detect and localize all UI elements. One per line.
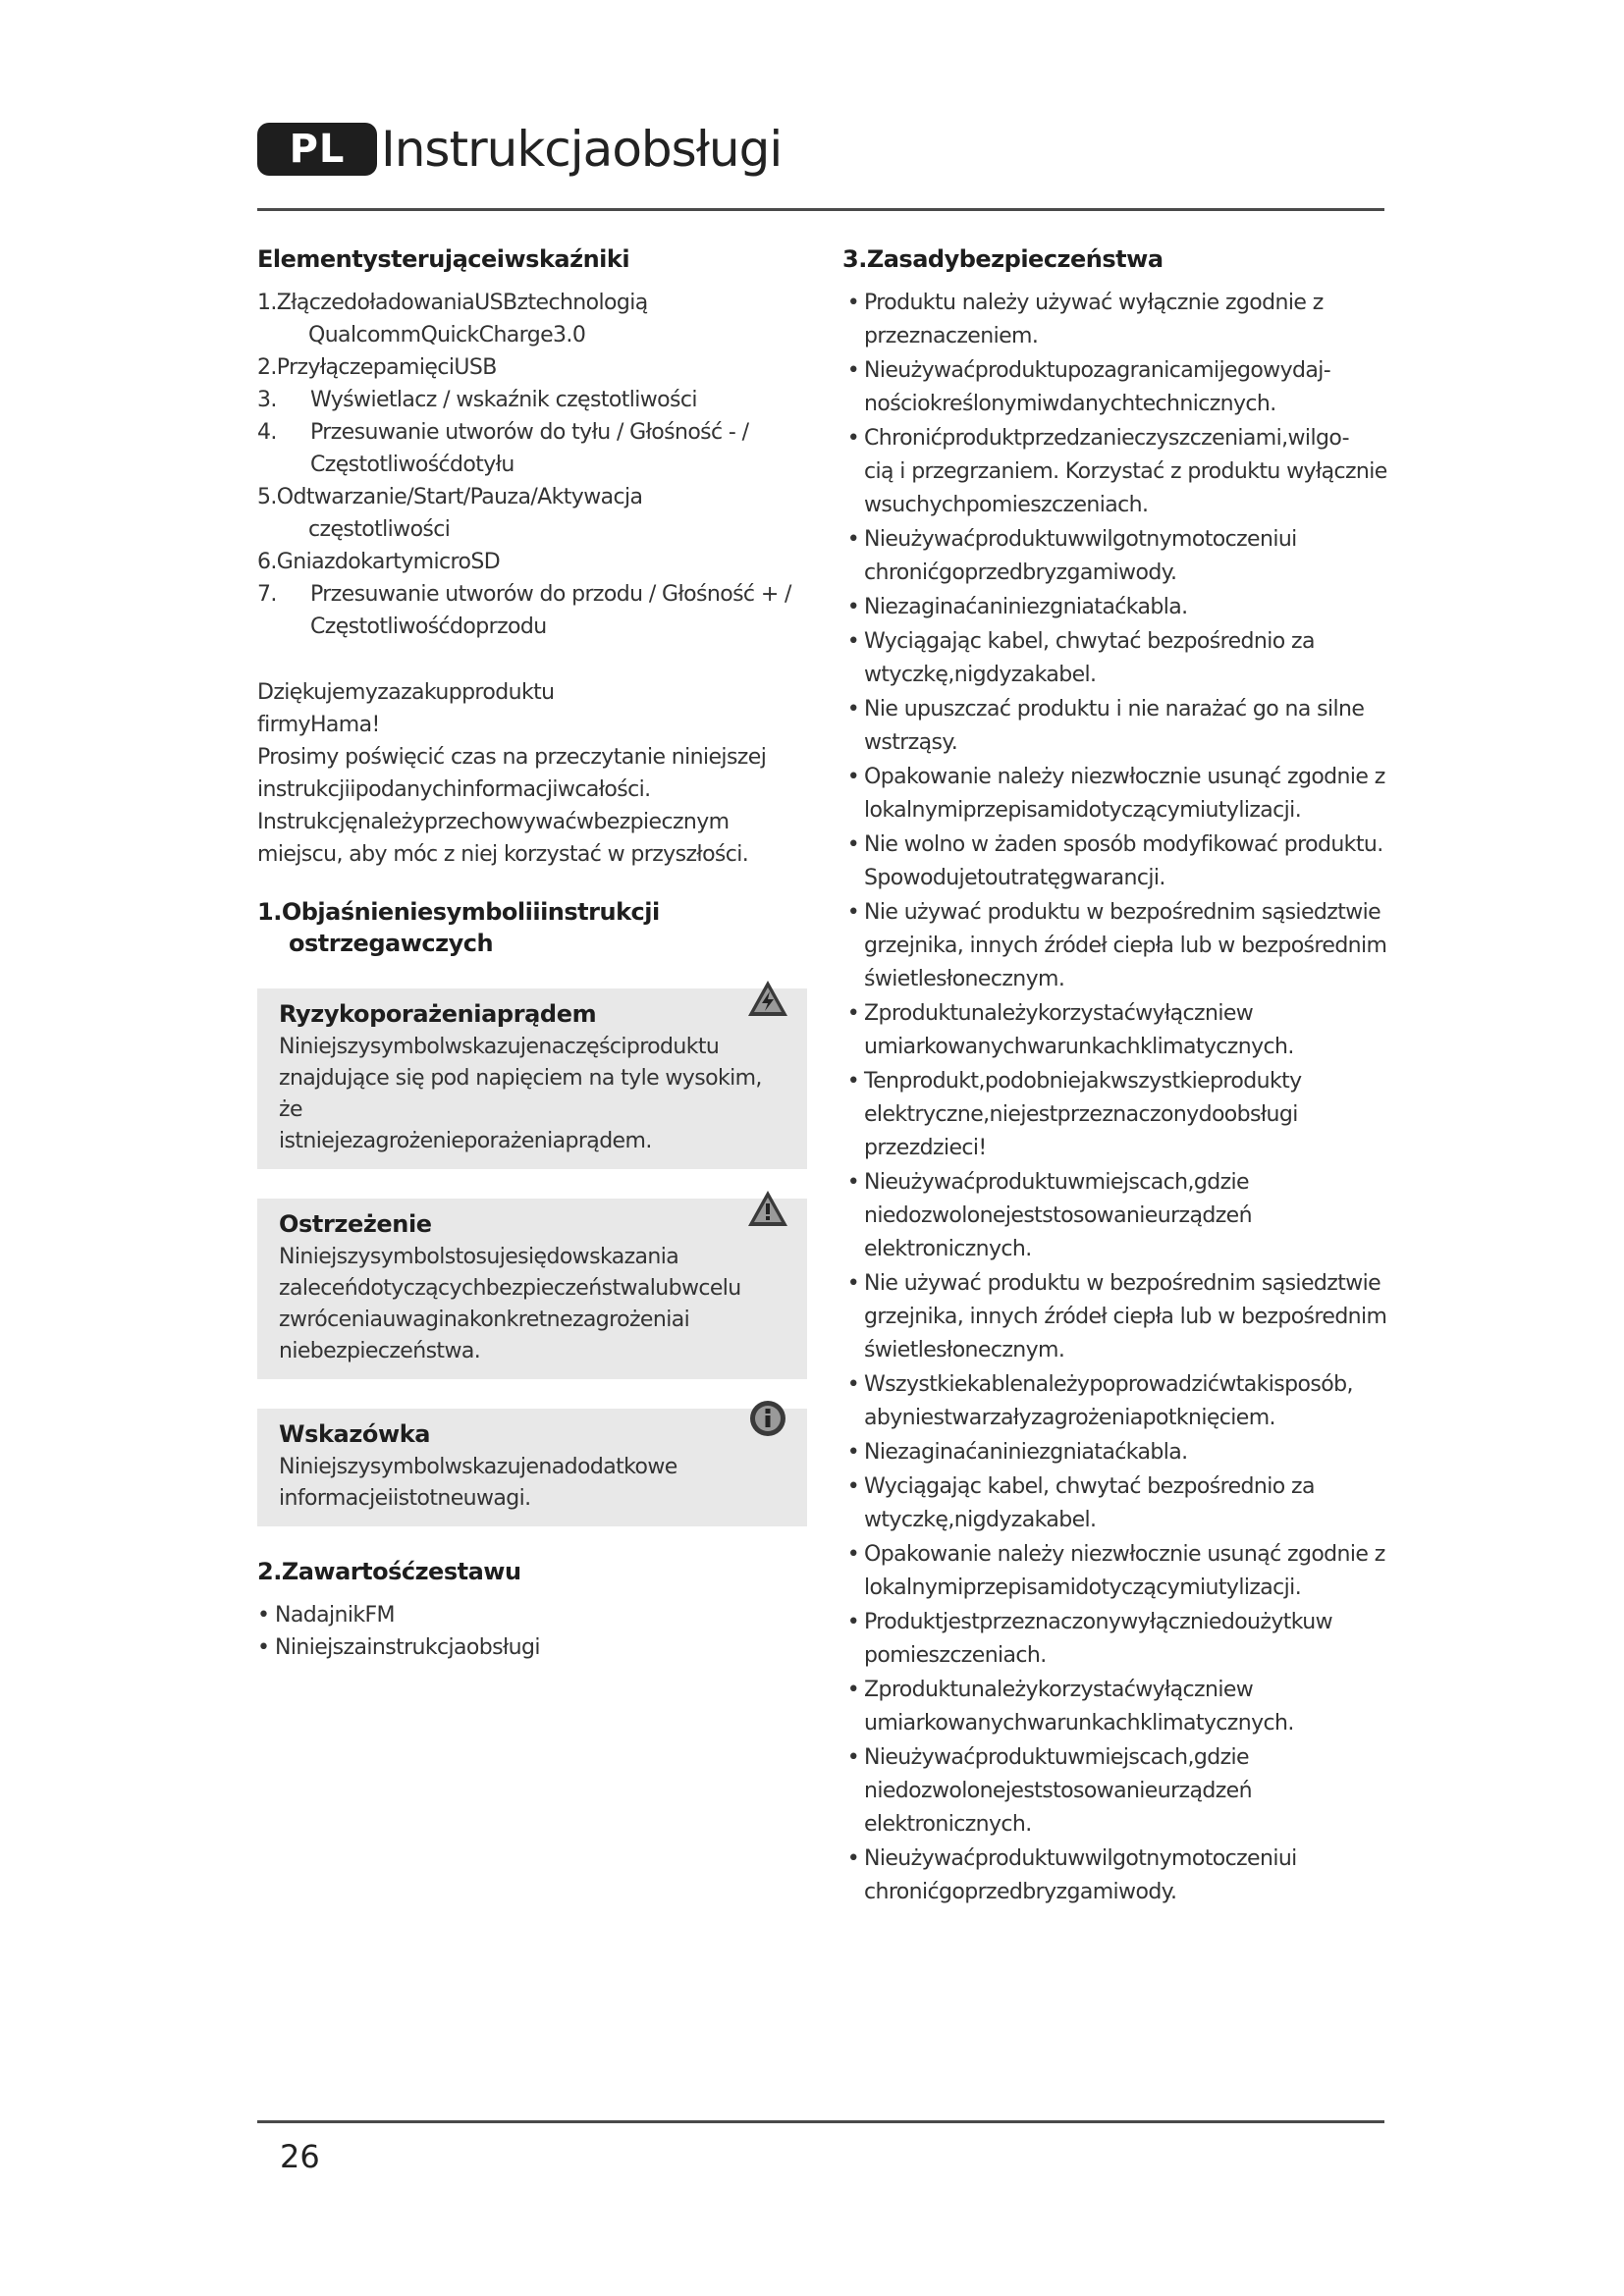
safety-item-line <box>842 489 1392 521</box>
safety-item <box>842 761 1392 827</box>
bullet-spacer <box>842 1707 864 1739</box>
safety-item-line <box>842 1470 1392 1503</box>
safety-item-text: przezdzieci! <box>864 1136 987 1160</box>
safety-item-text: Tenprodukt,podobniejakwszystkieprodukty <box>864 1069 1302 1094</box>
list-item <box>257 546 807 578</box>
safety-item-line <box>842 1504 1392 1536</box>
symbol-boxes <box>257 988 807 1526</box>
bullet-spacer <box>842 794 864 827</box>
list-item-number: 6. <box>257 550 277 574</box>
bullet: • <box>846 426 860 451</box>
bullet: • <box>846 1271 860 1296</box>
safety-item-text: chronićgoprzedbryzgamiwody. <box>864 1880 1177 1904</box>
safety-item-line <box>842 693 1392 725</box>
bullet-spacer <box>842 489 864 521</box>
safety-item-text: wtyczkę,nigdyzakabel. <box>864 1508 1097 1532</box>
safety-item-text: przeznaczeniem. <box>864 324 1039 348</box>
section-3-heading: 3.Zasadybezpieczeństwa <box>842 245 1164 273</box>
list-item <box>257 449 807 481</box>
safety-item <box>842 693 1392 759</box>
safety-item-text: grzejnika, innych źródeł ciepła lub w bezpośrednim <box>864 1305 1387 1329</box>
symbol-box-title: Wskazówka <box>279 1420 431 1448</box>
list-item-number: 1. <box>257 291 277 315</box>
bullet-spacer <box>842 1504 864 1536</box>
list-item-text: Wyświetlacz / wskaźnik częstotliwości <box>310 388 697 412</box>
safety-item-line <box>842 1098 1392 1131</box>
safety-item-line <box>842 659 1392 691</box>
safety-item <box>842 896 1392 995</box>
safety-item <box>842 1065 1392 1164</box>
bullet-spacer <box>842 388 864 420</box>
list-item-text: PrzyłączepamięciUSB <box>276 355 497 380</box>
list-item-text: Częstotliwośćdotyłu <box>310 453 514 477</box>
safety-item <box>842 422 1392 521</box>
intro-line: Instrukcjęnależyprzechowywaćwbezpiecznym <box>257 810 730 834</box>
safety-item <box>842 997 1392 1063</box>
list-item-text: Przesuwanie utworów do przodu / Głośność + / <box>310 582 791 607</box>
list-item-text: Częstotliwośćdoprzodu <box>310 614 547 639</box>
safety-item-line <box>842 1639 1392 1672</box>
bullet: • <box>846 1846 860 1871</box>
safety-item-text: elektryczne,niejestprzeznaczonydoobsługi <box>864 1102 1298 1127</box>
right-column <box>842 243 1392 1910</box>
bullet: • <box>846 1542 860 1567</box>
safety-item-text: niedozwolonejeststosowanieurządzeń <box>864 1203 1252 1228</box>
safety-item <box>842 523 1392 589</box>
safety-item-line <box>842 963 1392 995</box>
symbol-box-text: zwróceniauwaginakonkretnezagrożeniai <box>279 1308 690 1332</box>
section-1-heading-line2: ostrzegawczych <box>289 930 494 957</box>
safety-item <box>842 828 1392 894</box>
safety-item-text: wtyczkę,nigdyzakabel. <box>864 663 1097 687</box>
bullet: • <box>846 1372 860 1397</box>
list-item-text: GniazdokartymicroSD <box>276 550 501 574</box>
safety-item-text: niedozwolonejeststosowanieurządzeń <box>864 1779 1252 1803</box>
bullet-spacer <box>842 320 864 352</box>
list-item-text: częstotliwości <box>308 517 451 542</box>
safety-item-line <box>842 1707 1392 1739</box>
list-item-number: 4. <box>257 420 277 445</box>
bullet: • <box>846 358 860 383</box>
bullet-spacer <box>842 1639 864 1672</box>
bullet-spacer <box>842 930 864 962</box>
symbol-box <box>257 988 807 1169</box>
safety-item-text: nościokreślonymiwdanychtechnicznych. <box>864 392 1276 416</box>
list-item-text: Odtwarzanie/Start/Pauza/Aktywacja <box>276 485 643 509</box>
safety-item <box>842 354 1392 420</box>
safety-item <box>842 1436 1392 1468</box>
bullet: • <box>846 765 860 789</box>
safety-item-text: Wyciągając kabel, chwytać bezpośrednio za <box>864 1474 1315 1499</box>
contents-item-text: NadajnikFM <box>275 1603 395 1628</box>
safety-item <box>842 1538 1392 1604</box>
bullet-spacer <box>842 862 864 894</box>
bullet-spacer <box>842 1301 864 1333</box>
safety-item-text: Niezaginaćaniniezgniataćkabla. <box>864 595 1188 619</box>
safety-item-line <box>842 1334 1392 1366</box>
safety-item <box>842 591 1392 623</box>
list-item <box>257 416 807 449</box>
safety-item-text: Opakowanie należy niezwłocznie usunąć zgodnie z <box>864 765 1385 789</box>
safety-item-text: Zproduktunależykorzystaćwyłączniew <box>864 1678 1254 1702</box>
bullet-spacer <box>842 1233 864 1265</box>
safety-item <box>842 1368 1392 1434</box>
symbol-box-text: istniejezagrożenieporażeniaprądem. <box>279 1129 652 1153</box>
contents-item <box>257 1631 807 1664</box>
warning-icon <box>746 1189 789 1228</box>
safety-item-text: elektronicznych. <box>864 1812 1032 1837</box>
list-item-number: 5. <box>257 485 277 509</box>
bullet-spacer <box>842 1098 864 1131</box>
bullet: • <box>846 1001 860 1026</box>
safety-item-text: lokalnymiprzepisamidotyczącymiutylizacji. <box>864 798 1302 823</box>
safety-item <box>842 1267 1392 1366</box>
bullet-spacer <box>842 455 864 488</box>
bullet: • <box>846 291 860 315</box>
safety-item <box>842 1470 1392 1536</box>
safety-item <box>842 1674 1392 1739</box>
safety-item-line <box>842 794 1392 827</box>
bullet: • <box>846 595 860 619</box>
symbol-box-text: zaleceńdotyczącychbezpieczeństwalubwcelu <box>279 1276 741 1301</box>
safety-item-line <box>842 455 1392 488</box>
intro-line: instrukcjiipodanychinformacjiwcałości. <box>257 777 651 802</box>
safety-item-line <box>842 896 1392 929</box>
contents-item-text: Niniejszainstrukcjaobsługi <box>275 1635 540 1660</box>
electric-warning-icon <box>746 979 789 1018</box>
safety-item-line <box>842 1200 1392 1232</box>
safety-item-text: lokalnymiprzepisamidotyczącymiutylizacji. <box>864 1575 1302 1600</box>
section-2-heading: 2.Zawartośćzestawu <box>257 1558 521 1585</box>
bullet: • <box>257 1635 270 1660</box>
bullet-spacer <box>842 1572 864 1604</box>
safety-item-text: świetlesłonecznym. <box>864 967 1065 991</box>
bullet-spacer <box>842 1775 864 1807</box>
page-number: 26 <box>280 2138 320 2175</box>
safety-item-text: Nie używać produktu w bezpośrednim sąsiedztwie <box>864 900 1381 925</box>
safety-item-text: Spowodujetoutratęgwarancji. <box>864 866 1165 890</box>
safety-item-line <box>842 930 1392 962</box>
section-1-heading <box>257 896 807 959</box>
symbol-box-text: informacjeiistotneuwagi. <box>279 1486 531 1511</box>
safety-item-text: Opakowanie należy niezwłocznie usunąć zgodnie z <box>864 1542 1385 1567</box>
bullet: • <box>257 1603 270 1628</box>
list-item <box>257 319 807 351</box>
safety-item-line <box>842 1775 1392 1807</box>
bullet-spacer <box>842 1334 864 1366</box>
bullet-spacer <box>842 1132 864 1164</box>
bullet: • <box>846 1440 860 1465</box>
safety-item-line <box>842 591 1392 623</box>
contents-list <box>257 1599 807 1664</box>
safety-item-text: Nie wolno w żaden sposób modyfikować produktu. <box>864 832 1383 857</box>
safety-item-line <box>842 523 1392 556</box>
safety-list <box>842 287 1392 1908</box>
safety-item-text: umiarkowanychwarunkachklimatycznych. <box>864 1035 1294 1059</box>
symbol-box-text: niebezpieczeństwa. <box>279 1339 481 1363</box>
safety-item-line <box>842 1741 1392 1774</box>
safety-item-text: świetlesłonecznym. <box>864 1338 1065 1362</box>
safety-item-text: Nieużywaćproduktuwwilgotnymotoczeniui <box>864 1846 1297 1871</box>
symbol-box-text: Niniejszysymbolstosujesiędowskazania <box>279 1245 679 1269</box>
safety-item <box>842 1166 1392 1265</box>
safety-item-text: grzejnika, innych źródeł ciepła lub w bezpośrednim <box>864 934 1387 958</box>
safety-item-text: Nieużywaćproduktupozagranicamijegowydaj- <box>864 358 1331 383</box>
safety-item-text: abyniestwarzałyzagrożeniapotknięciem. <box>864 1406 1275 1430</box>
safety-item-line <box>842 1166 1392 1199</box>
intro-line: firmyHama! <box>257 713 380 737</box>
safety-item-line <box>842 557 1392 589</box>
bullet-spacer <box>842 1402 864 1434</box>
safety-item-line <box>842 1031 1392 1063</box>
bullet: • <box>846 1610 860 1634</box>
safety-item <box>842 1606 1392 1672</box>
list-item <box>257 351 807 384</box>
safety-item-line <box>842 388 1392 420</box>
list-item-number: 2. <box>257 355 277 380</box>
contents-item <box>257 1599 807 1631</box>
safety-item-text: pomieszczeniach. <box>864 1643 1047 1668</box>
safety-item-text: Nieużywaćproduktuwmiejscach,gdzie <box>864 1745 1249 1770</box>
list-item-number: 3. <box>257 388 277 412</box>
safety-item-text: Nieużywaćproduktuwmiejscach,gdzie <box>864 1170 1249 1195</box>
bullet: • <box>846 1678 860 1702</box>
safety-item-text: umiarkowanychwarunkachklimatycznych. <box>864 1711 1294 1735</box>
bullet: • <box>846 629 860 654</box>
safety-item-text: Zproduktunależykorzystaćwyłączniew <box>864 1001 1254 1026</box>
language-badge: PL <box>257 123 377 176</box>
safety-item-text: Niezaginaćaniniezgniataćkabla. <box>864 1440 1188 1465</box>
safety-item-text: Chronićproduktprzedzanieczyszczeniami,wilgo- <box>864 426 1349 451</box>
safety-item-text: chronićgoprzedbryzgamiwody. <box>864 561 1177 585</box>
bullet: • <box>846 832 860 857</box>
safety-item-line <box>842 1606 1392 1638</box>
list-item-number: 7. <box>257 582 277 607</box>
bullet-spacer <box>842 659 864 691</box>
safety-item <box>842 1741 1392 1841</box>
controls-heading: Elementysterująceiwskaźniki <box>257 245 630 273</box>
safety-item <box>842 287 1392 352</box>
safety-item-line <box>842 320 1392 352</box>
safety-item-line <box>842 1065 1392 1097</box>
safety-item-text: cią i przegrzaniem. Korzystać z produktu wyłącznie <box>864 459 1387 484</box>
left-column <box>257 243 807 1664</box>
list-item <box>257 481 807 513</box>
bullet-spacer <box>842 1200 864 1232</box>
safety-item-line <box>842 1572 1392 1604</box>
safety-item-line <box>842 287 1392 319</box>
bullet: • <box>846 527 860 552</box>
symbol-box-text: Niniejszysymbolwskazujenaczęściproduktu <box>279 1035 720 1059</box>
bullet-spacer <box>842 963 864 995</box>
safety-item-text: wsuchychpomieszczeniach. <box>864 493 1149 517</box>
symbol-box-text: znajdujące się pod napięciem na tyle wysokim, że <box>279 1066 762 1122</box>
safety-item-text: wstrząsy. <box>864 730 958 755</box>
bullet: • <box>846 900 860 925</box>
safety-item-line <box>842 1132 1392 1164</box>
safety-item-line <box>842 1808 1392 1841</box>
header-rule <box>257 208 1384 211</box>
symbol-box <box>257 1409 807 1526</box>
list-item <box>257 384 807 416</box>
safety-item-line <box>842 1674 1392 1706</box>
bullet-spacer <box>842 557 864 589</box>
bullet-spacer <box>842 726 864 759</box>
safety-item-line <box>842 1402 1392 1434</box>
symbol-box-text: Niniejszysymbolwskazujenadodatkowe <box>279 1455 677 1479</box>
safety-item-line <box>842 997 1392 1030</box>
intro-line: Prosimy poświęcić czas na przeczytanie niniejszej <box>257 745 767 770</box>
list-item <box>257 287 807 319</box>
bullet-spacer <box>842 1808 864 1841</box>
safety-item-line <box>842 862 1392 894</box>
safety-item <box>842 1842 1392 1908</box>
safety-item-text: Produktu należy używać wyłącznie zgodnie z <box>864 291 1324 315</box>
list-item-text: ZłączedoładowaniaUSBztechnologią <box>276 291 648 315</box>
safety-item-line <box>842 1538 1392 1571</box>
safety-item-text: Wyciągając kabel, chwytać bezpośrednio za <box>864 629 1315 654</box>
bullet: • <box>846 1474 860 1499</box>
symbol-box <box>257 1199 807 1379</box>
bullet: • <box>846 1069 860 1094</box>
intro-line: miejscu, aby móc z niej korzystać w przyszłości. <box>257 842 749 867</box>
intro-line: Dziękujemyzazakupproduktu <box>257 680 555 705</box>
bullet-spacer <box>842 1876 864 1908</box>
safety-item <box>842 625 1392 691</box>
bullet: • <box>846 1745 860 1770</box>
info-icon <box>746 1399 789 1438</box>
footer-rule <box>257 2120 1384 2123</box>
bullet: • <box>846 1170 860 1195</box>
page-header <box>257 120 782 179</box>
safety-item-text: Produktjestprzeznaczonywyłączniedoużytkuw <box>864 1610 1332 1634</box>
safety-item-line <box>842 1301 1392 1333</box>
safety-item-line <box>842 1267 1392 1300</box>
safety-item-text: Nie upuszczać produktu i nie narażać go na silne <box>864 697 1365 721</box>
bullet: • <box>846 697 860 721</box>
safety-item-line <box>842 726 1392 759</box>
safety-item-line <box>842 1876 1392 1908</box>
safety-item-line <box>842 828 1392 861</box>
page-title: Instrukcjaobsługi <box>381 121 783 178</box>
list-item <box>257 578 807 611</box>
safety-item-text: Nieużywaćproduktuwwilgotnymotoczeniui <box>864 527 1297 552</box>
controls-list <box>257 287 807 643</box>
safety-item-line <box>842 354 1392 387</box>
symbol-box-title: Ostrzeżenie <box>279 1210 432 1238</box>
safety-item-line <box>842 1842 1392 1875</box>
section-1-heading-line1: 1.Objaśnieniesymboliiinstrukcji <box>257 898 660 926</box>
list-item <box>257 611 807 643</box>
safety-item-text: elektronicznych. <box>864 1237 1032 1261</box>
symbol-box-title: Ryzykoporażeniaprądem <box>279 1000 597 1028</box>
bullet-spacer <box>842 1031 864 1063</box>
list-item-text: Przesuwanie utworów do tyłu / Głośność - / <box>310 420 749 445</box>
safety-item-line <box>842 1368 1392 1401</box>
intro-paragraph <box>257 676 807 871</box>
list-item-text: QualcommQuickCharge3.0 <box>308 323 586 347</box>
safety-item-line <box>842 1436 1392 1468</box>
safety-item-line <box>842 625 1392 658</box>
list-item <box>257 513 807 546</box>
safety-item-line <box>842 1233 1392 1265</box>
safety-item-text: Nie używać produktu w bezpośrednim sąsiedztwie <box>864 1271 1381 1296</box>
safety-item-line <box>842 422 1392 454</box>
safety-item-line <box>842 761 1392 793</box>
safety-item-text: Wszystkiekablenależypoprowadzićwtakisposób, <box>864 1372 1353 1397</box>
